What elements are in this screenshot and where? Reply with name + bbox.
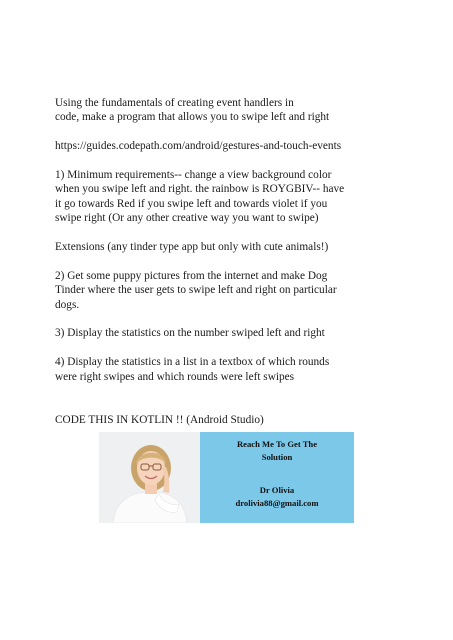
text-line: https://guides.codepath.com/android/gestures-and-touch-events	[55, 140, 342, 153]
requirement-4	[55, 355, 400, 384]
text-line: dogs.	[55, 298, 80, 311]
ad-headline-line: Reach Me To Get The	[236, 439, 318, 449]
ad-contact-panel	[200, 432, 354, 523]
requirement-2	[55, 269, 400, 312]
text-line: swipe right (Or any other creative way you want to swipe)	[55, 212, 319, 225]
ad-headline	[200, 438, 354, 464]
extensions-heading	[55, 240, 400, 254]
portrait-illustration	[99, 432, 200, 523]
requirement-1	[55, 168, 400, 226]
assignment-text	[55, 96, 400, 442]
requirement-3	[55, 326, 400, 340]
text-line: 1) Minimum requirements-- change a view background color	[55, 169, 332, 181]
ad-headline-line: Solution	[261, 452, 293, 462]
kotlin-instruction	[55, 413, 400, 427]
text-line: Extensions (any tinder type app but only with cute animals!)	[55, 241, 329, 254]
text-line: code, make a program that allows you to swipe left and right	[55, 111, 330, 124]
contact-ad-banner[interactable]	[99, 432, 354, 523]
ad-contact-email[interactable]: drolivia88@gmail.com	[235, 498, 319, 508]
text-line: CODE THIS IN KOTLIN !! (Android Studio)	[55, 413, 264, 426]
text-line: when you swipe left and right. the rainbow is ROYGBIV-- have	[55, 183, 345, 196]
reference-url	[55, 139, 400, 153]
text-line: Tinder where the user gets to swipe left and right on particular	[55, 284, 337, 297]
text-line: it go towards Red if you swipe left and towards violet if you	[55, 197, 328, 210]
text-line: 4) Display the statistics in a list in a textbox of which rounds	[55, 356, 330, 369]
woman-with-glasses-photo-icon	[99, 432, 200, 523]
text-line: Using the fundamentals of creating event handlers in	[55, 97, 294, 109]
intro-paragraph	[55, 96, 400, 125]
ad-contact-name: Dr Olivia	[259, 485, 295, 495]
text-line: 2) Get some puppy pictures from the internet and make Dog	[55, 269, 328, 282]
text-line: 3) Display the statistics on the number swiped left and right	[55, 327, 325, 340]
text-line: were right swipes and which rounds were left swipes	[55, 370, 295, 383]
